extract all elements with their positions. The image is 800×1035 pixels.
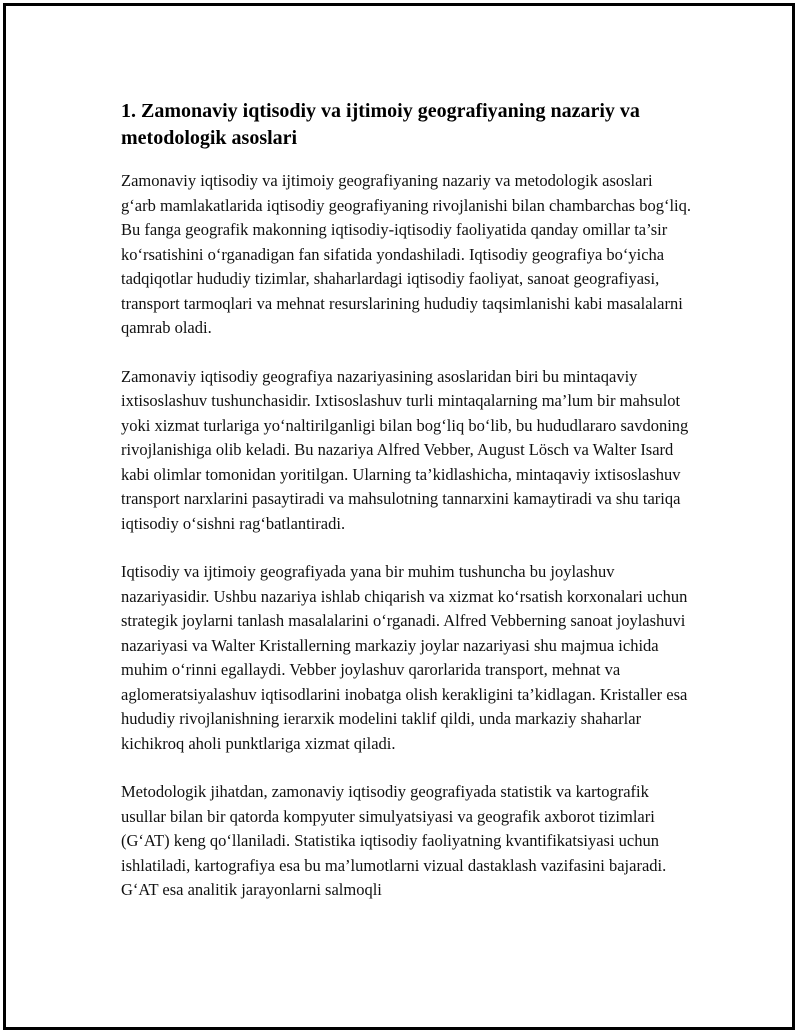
paragraph-3: Iqtisodiy va ijtimoiy geografiyada yana bir muhim tushuncha bu joylashuv nazariyasidir. Ushbu nazariya ishlab chiqarish va xizmat ko‘rsatish korxonalari uchun strategik joylarni tanlash masalalarini o‘rganadi. Alfred Vebberning sanoat joylashuvi nazariyasi va Walter Kristallerning markaziy joylar nazariyasi shu majmua ichida muhim o‘rinni egallaydi. Vebber joylashuv qarorlarida transport, mehnat va aglomeratsiyalashuv iqtisodlarini inobatga olish kerakligini ta’kidlagan. Kristaller esa hududiy rivojlanishning ierarxik modelini taklif qildi, unda markaziy shaharlar kichikroq aholi punktlariga xizmat qiladi. [121,562,688,753]
paragraph-2: Zamonaviy iqtisodiy geografiya nazariyasining asoslaridan biri bu mintaqaviy ixtisoslashuv tushunchasidir. Ixtisoslashuv turli mintaqalarning ma’lum bir mahsulot yoki xizmat turlariga yo‘naltirilganligi bilan bog‘liq bo‘lib, bu hududlararo savdoning rivojlanishiga olib keladi. Bu nazariya Alfred Vebber, August Lösch va Walter Isard kabi olimlar tomonidan yoritilgan. Ularning ta’kidlashicha, mintaqaviy ixtisoslashuv transport narxlarini pasaytiradi va mahsulotning tannarxini kamaytiradi va shu tariqa iqtisodiy o‘sishni rag‘batlantiradi. [121,366,689,533]
section-heading: 1. Zamonaviy iqtisodiy va ijtimoiy geografiyaning nazariy va metodologik asoslari [121,100,640,149]
paragraph-1: Zamonaviy iqtisodiy va ijtimoiy geografiyaning nazariy va metodologik asoslari g‘arb mamlakatlarida iqtisodiy geografiyaning rivojlanishi bilan chambarchas bog‘liq. Bu fanga geografik makonning iqtisodiy-iqtisodiy faoliyatida qanday omillar ta’sir ko‘rsatishini o‘rganadigan fan sifatida yondashiladi. Iqtisodiy geografiya bo‘yicha tadqiqotlar hududiy tizimlar, shaharlardagi iqtisodiy faoliyat, sanoat geografiyasi, transport tarmoqlari va mehnat resurslarining hududiy taqsimlanishi kabi masalalarni qamrab oladi. [121,171,691,337]
paragraph-4: Metodologik jihatdan, zamonaviy iqtisodiy geografiyada statistik va kartografik usullar bilan bir qatorda kompyuter simulyatsiyasi va geografik axborot tizimlari (G‘AT) keng qo‘llaniladi. Statistika iqtisodiy faoliyatning kvantifikatsiyasi uchun ishlatiladi, kartografiya esa bu ma’lumotlarni vizual dastaklash vazifasini bajaradi. G‘AT esa analitik jarayonlarni salmoqli [121,782,667,899]
document-page [3,3,795,1030]
document-content [121,98,691,927]
